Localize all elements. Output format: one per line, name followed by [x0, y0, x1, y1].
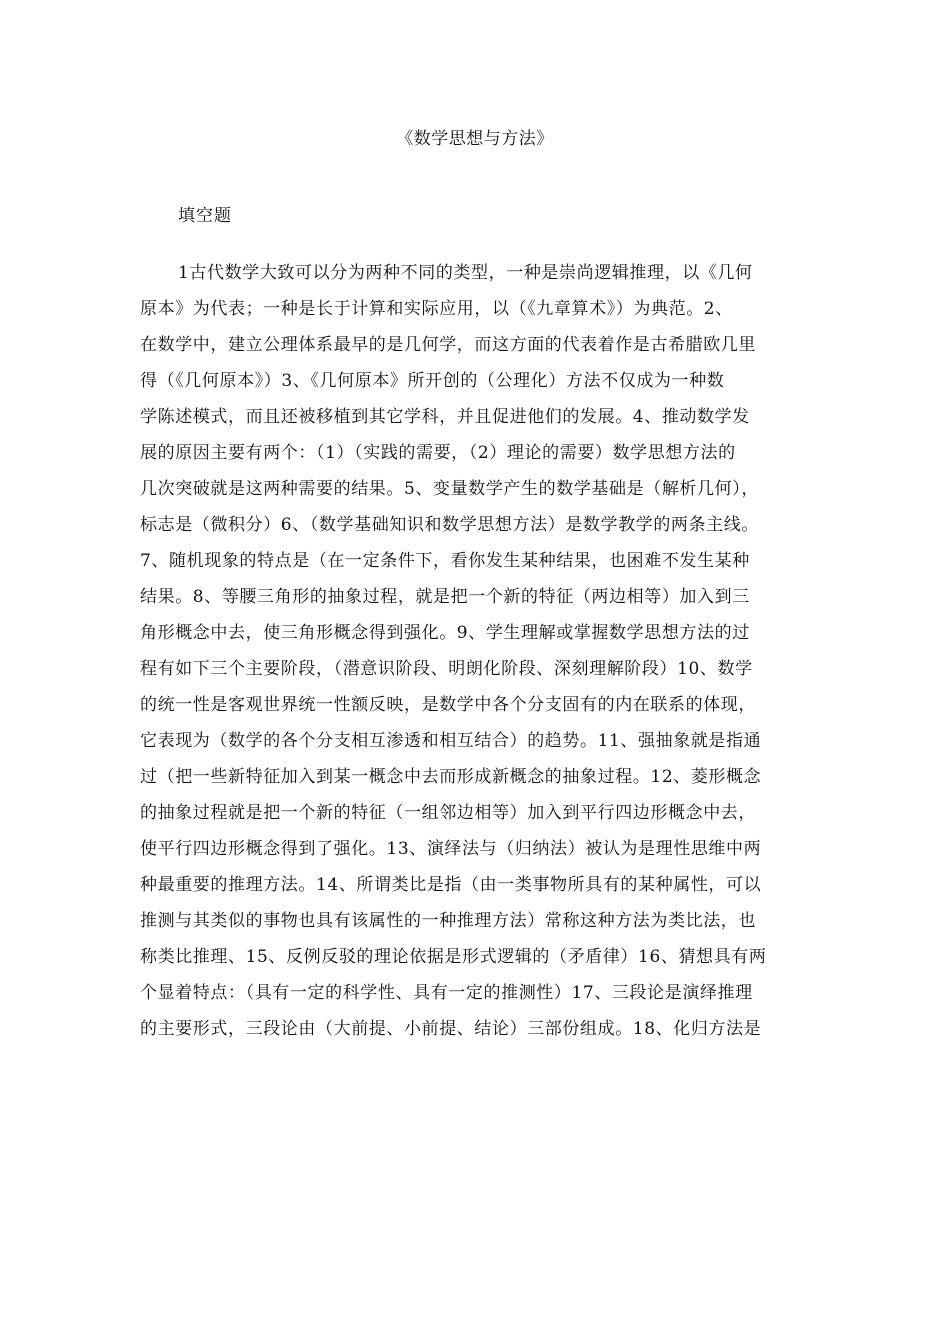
- text-line: 的抽象过程就是把一个新的特征（一组邻边相等）加入到平行四边形概念中去，: [140, 803, 756, 823]
- text-line: 称类比推理、15、反例反驳的理论依据是形式逻辑的（矛盾律）16、猜想具有两: [140, 947, 767, 967]
- text-line: 7、随机现象的特点是（在一定条件下，看你发生某种结果，也困难不发生某种: [140, 551, 750, 571]
- body-paragraph: [140, 255, 830, 1047]
- text-line: 使平行四边形概念得到了强化。13、演绎法与（归纳法）被认为是理性思维中两: [140, 839, 762, 859]
- text-line: 标志是（微积分）6、（数学基础知识和数学思想方法）是数学教学的两条主线。: [140, 515, 759, 535]
- document-title: 《数学思想与方法》: [396, 129, 554, 149]
- text-line: 1古代数学大致可以分为两种不同的类型，一种是崇尚逻辑推理，以《几何: [178, 263, 753, 283]
- text-line: 个显着特点：（具有一定的科学性、具有一定的推测性）17、三段论是演绎推理: [140, 983, 753, 1003]
- text-line: 结果。8、等腰三角形的抽象过程，就是把一个新的特征（两边相等）加入到三: [140, 587, 750, 607]
- text-line: 原本》为代表；一种是长于计算和实际应用，以（《九章算术》）为典范。2、: [140, 299, 733, 319]
- text-line: 学陈述模式，而且还被移植到其它学科，并且促进他们的发展。4、推动数学发: [140, 407, 750, 427]
- text-line: 几次突破就是这两种需要的结果。5、变量数学产生的数学基础是（解析几何），: [140, 479, 759, 499]
- section-heading: 填空题: [178, 206, 232, 226]
- text-line: 过（把一些新特征加入到某一概念中去而形成新概念的抽象过程。12、菱形概念: [140, 767, 762, 787]
- text-line: 角形概念中去，使三角形概念得到强化。9、学生理解或掌握数学思想方法的过: [140, 623, 750, 643]
- text-line: 得（《几何原本》）3、《几何原本》所开创的（公理化）方法不仅成为一种数: [140, 371, 725, 391]
- text-line: 的统一性是客观世界统一性额反映，是数学中各个分支固有的内在联系的体现，: [140, 695, 756, 715]
- text-line: 在数学中，建立公理体系最早的是几何学，而这方面的代表着作是古希腊欧几里: [140, 335, 756, 355]
- text-line: 的主要形式，三段论由（大前提、小前提、结论）三部份组成。18、化归方法是: [140, 1019, 762, 1039]
- text-line: 它表现为（数学的各个分支相互渗透和相互结合）的趋势。11、强抽象就是指通: [140, 731, 762, 751]
- text-line: 推测与其类似的事物也具有该属性的一种推理方法）常称这种方法为类比法，也: [140, 911, 756, 931]
- text-line: 展的原因主要有两个：（1）（实践的需要，（2）理论的需要）数学思想方法的: [140, 443, 736, 463]
- text-line: 程有如下三个主要阶段，（潜意识阶段、明朗化阶段、深刻理解阶段）10、数学: [140, 659, 753, 679]
- text-line: 种最重要的推理方法。14、所谓类比是指（由一类事物所具有的某种属性，可以: [140, 875, 762, 895]
